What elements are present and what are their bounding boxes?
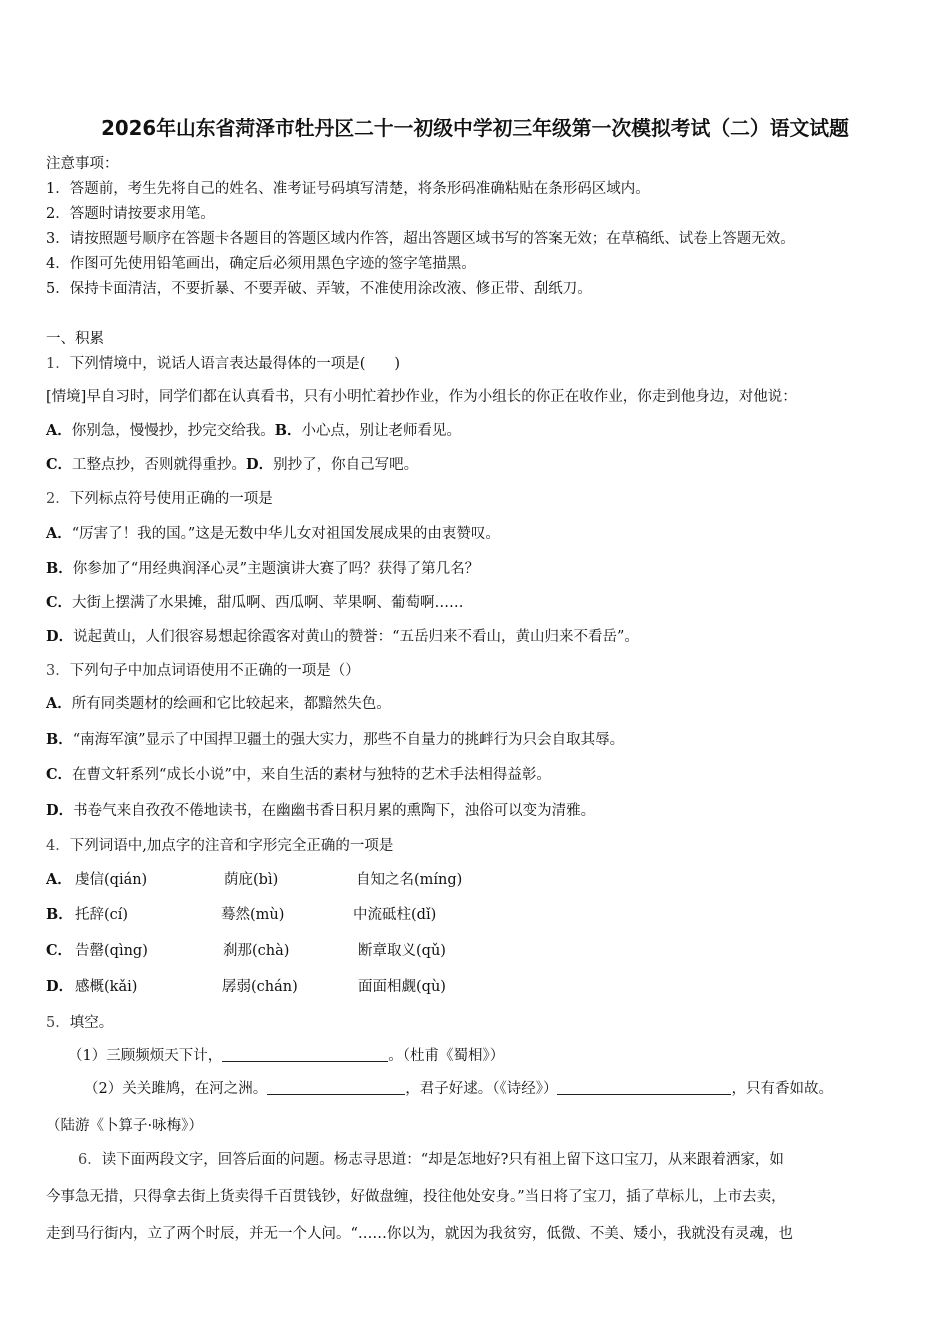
question-text: 下列词语中,加点字的注音和字形完全正确的一项是 [69,838,394,854]
notice-item: 1．答题前，考生先将自己的姓名、准考证号码填写清楚，将条形码准确粘贴在条形码区域内。 [46,181,650,197]
question-2-option-d [46,625,639,646]
question-3-stem [46,659,360,680]
fill-text: 。（杜甫《蜀相》） [388,1048,505,1064]
question-text: 下列情境中，说话人语言表达最得体的一项是( ) [69,356,401,372]
question-5-stem [46,1011,113,1032]
option-text: 工整点抄，否则就得重抄。 [72,457,247,473]
question-1-options-cd [46,453,418,474]
option-label: A． [46,695,72,712]
answer-blank[interactable] [222,1047,388,1062]
option-text: 所有同类题材的绘画和它比较起来，都黯然失色。 [71,696,391,712]
answer-blank[interactable] [267,1080,405,1095]
option-label: B． [46,731,73,748]
notice-item: 5．保持卡面清洁，不要折暴、不要弄破、弄皱，不准使用涂改液、修正带、刮纸刀。 [46,281,592,297]
question-2-stem [46,487,273,508]
option-label: A． [46,525,72,542]
option-text: “厉害了！我的国。”这是无数中华儿女对祖国发展成果的由衷赞叹。 [71,526,500,542]
question-3-option-d [46,799,595,820]
fill-line-2 [84,1077,833,1098]
question-1-stem [46,352,400,373]
question-text: 下列句子中加点词语使用不正确的一项是（） [69,663,360,679]
passage-text: 读下面两段文字，回答后面的问题。杨志寻思道：“却是怎地好?只有祖上留下这口宝刀，从来跟着洒家，如 [101,1152,784,1168]
question-text: 填空。 [69,1015,114,1031]
option-label: A． [46,871,72,888]
option-label: C． [46,456,73,473]
word-item: 感概(kǎi) [75,979,138,995]
question-2-option-c [46,591,464,612]
fill-line-1 [68,1044,504,1065]
question-number: 1． [46,356,70,372]
option-label: C． [46,594,73,611]
notice-item: 3．请按照题号顺序在答题卡各题目的答题区域内作答，超出答题区域书写的答案无效；在草稿纸、试卷上答题无效。 [46,231,795,247]
option-label: C． [46,766,73,783]
question-6-line [78,1148,784,1169]
fill-text: ，君子好逑。（《诗经》） [405,1081,558,1097]
word-item: 断章取义(qǔ) [358,943,446,959]
question-number: 6． [78,1152,102,1168]
notice-item: 4．作图可先使用铅笔画出，确定后必须用黑色字迹的签字笔描黑。 [46,256,476,272]
word-item: 托辞(cí) [75,907,129,923]
question-2-option-a [46,522,500,543]
question-text: 下列标点符号使用正确的一项是 [69,491,273,507]
option-label: B． [46,560,73,577]
option-text: 你别急，慢慢抄，抄完交给我。 [71,423,275,439]
fill-text: ，只有香如故。 [731,1081,833,1097]
word-item: 中流砥柱(dǐ) [353,907,437,923]
option-text: 书卷气来自孜孜不倦地读书，在幽幽书香日积月累的熏陶下，浊俗可以变为清雅。 [73,803,596,819]
option-text: 别抄了，你自己写吧。 [273,457,419,473]
fill-text: （2）关关雎鸠，在河之洲。 [84,1081,268,1097]
option-label: B． [46,906,73,923]
option-label: B． [274,422,302,439]
fill-line-3: （陆游《卜算子·咏梅》） [46,1118,203,1134]
fill-text: （1）三顾频烦天下计， [68,1048,223,1064]
question-4-stem [46,834,393,855]
option-label: D． [46,628,74,645]
question-1-options-ab [46,419,461,440]
option-text: “南海军演”显示了中国捍卫疆土的强大实力，那些不自量力的挑衅行为只会自取其辱。 [72,732,625,748]
option-label: A． [46,422,72,439]
option-label: D． [46,978,74,995]
word-item: 面面相觑(qù) [358,979,446,995]
option-text: 你参加了“用经典润泽心灵”主题演讲大赛了吗？获得了第几名？ [72,561,480,577]
word-item: 荫庇(bì) [224,872,279,888]
question-3-option-a [46,692,391,713]
word-item: 自知之名(míng) [356,872,463,888]
option-text: 大街上摆满了水果摊，甜瓜啊、西瓜啊、苹果啊、葡萄啊…… [72,595,464,611]
word-item: 蓦然(mù) [221,907,285,923]
question-number: 3． [46,663,70,679]
question-3-option-b [46,728,624,749]
word-item: 告罄(qìng) [75,943,148,959]
word-item: 虔信(qián) [75,872,148,888]
question-6-line: 走到马行街内，立了两个时辰，并无一个人问。“……你以为，就因为我贫穷，低微、不美、矮小，我就没有灵魂，也 [46,1226,793,1242]
answer-blank[interactable] [557,1080,731,1095]
question-number: 4． [46,838,70,854]
word-item: 孱弱(chán) [222,979,298,995]
question-2-option-b [46,557,479,578]
word-item: 刹那(chà) [223,943,290,959]
option-text: 在曹文轩系列“成长小说”中，来自生活的素材与独特的艺术手法相得益彰。 [72,767,551,783]
notice-item: 2．答题时请按要求用笔。 [46,206,215,222]
page-title: 2026年山东省菏泽市牡丹区二十一初级中学初三年级第一次模拟考试（二）语文试题 [101,116,849,140]
question-3-option-c [46,763,551,784]
question-number: 5． [46,1015,70,1031]
question-6-line: 今事急无措，只得拿去街上货卖得千百贯钱钞，好做盘缠，投往他处安身。”当日将了宝刀，插了草标儿，上市去卖， [46,1189,786,1205]
option-label: C． [46,942,73,959]
option-label: D． [46,802,74,819]
option-label: D． [246,456,274,473]
notice-heading: 注意事项： [46,156,119,172]
option-text: 小心点，别让老师看见。 [301,423,462,439]
section-heading: 一、积累 [46,331,104,347]
question-1-context: [情境]早自习时，同学们都在认真看书，只有小明忙着抄作业，作为小组长的你正在收作业，你走到他身边，对他说： [46,389,797,405]
question-number: 2． [46,491,70,507]
option-text: 说起黄山，人们很容易想起徐霞客对黄山的赞誉：“五岳归来不看山，黄山归来不看岳”。 [73,629,639,645]
